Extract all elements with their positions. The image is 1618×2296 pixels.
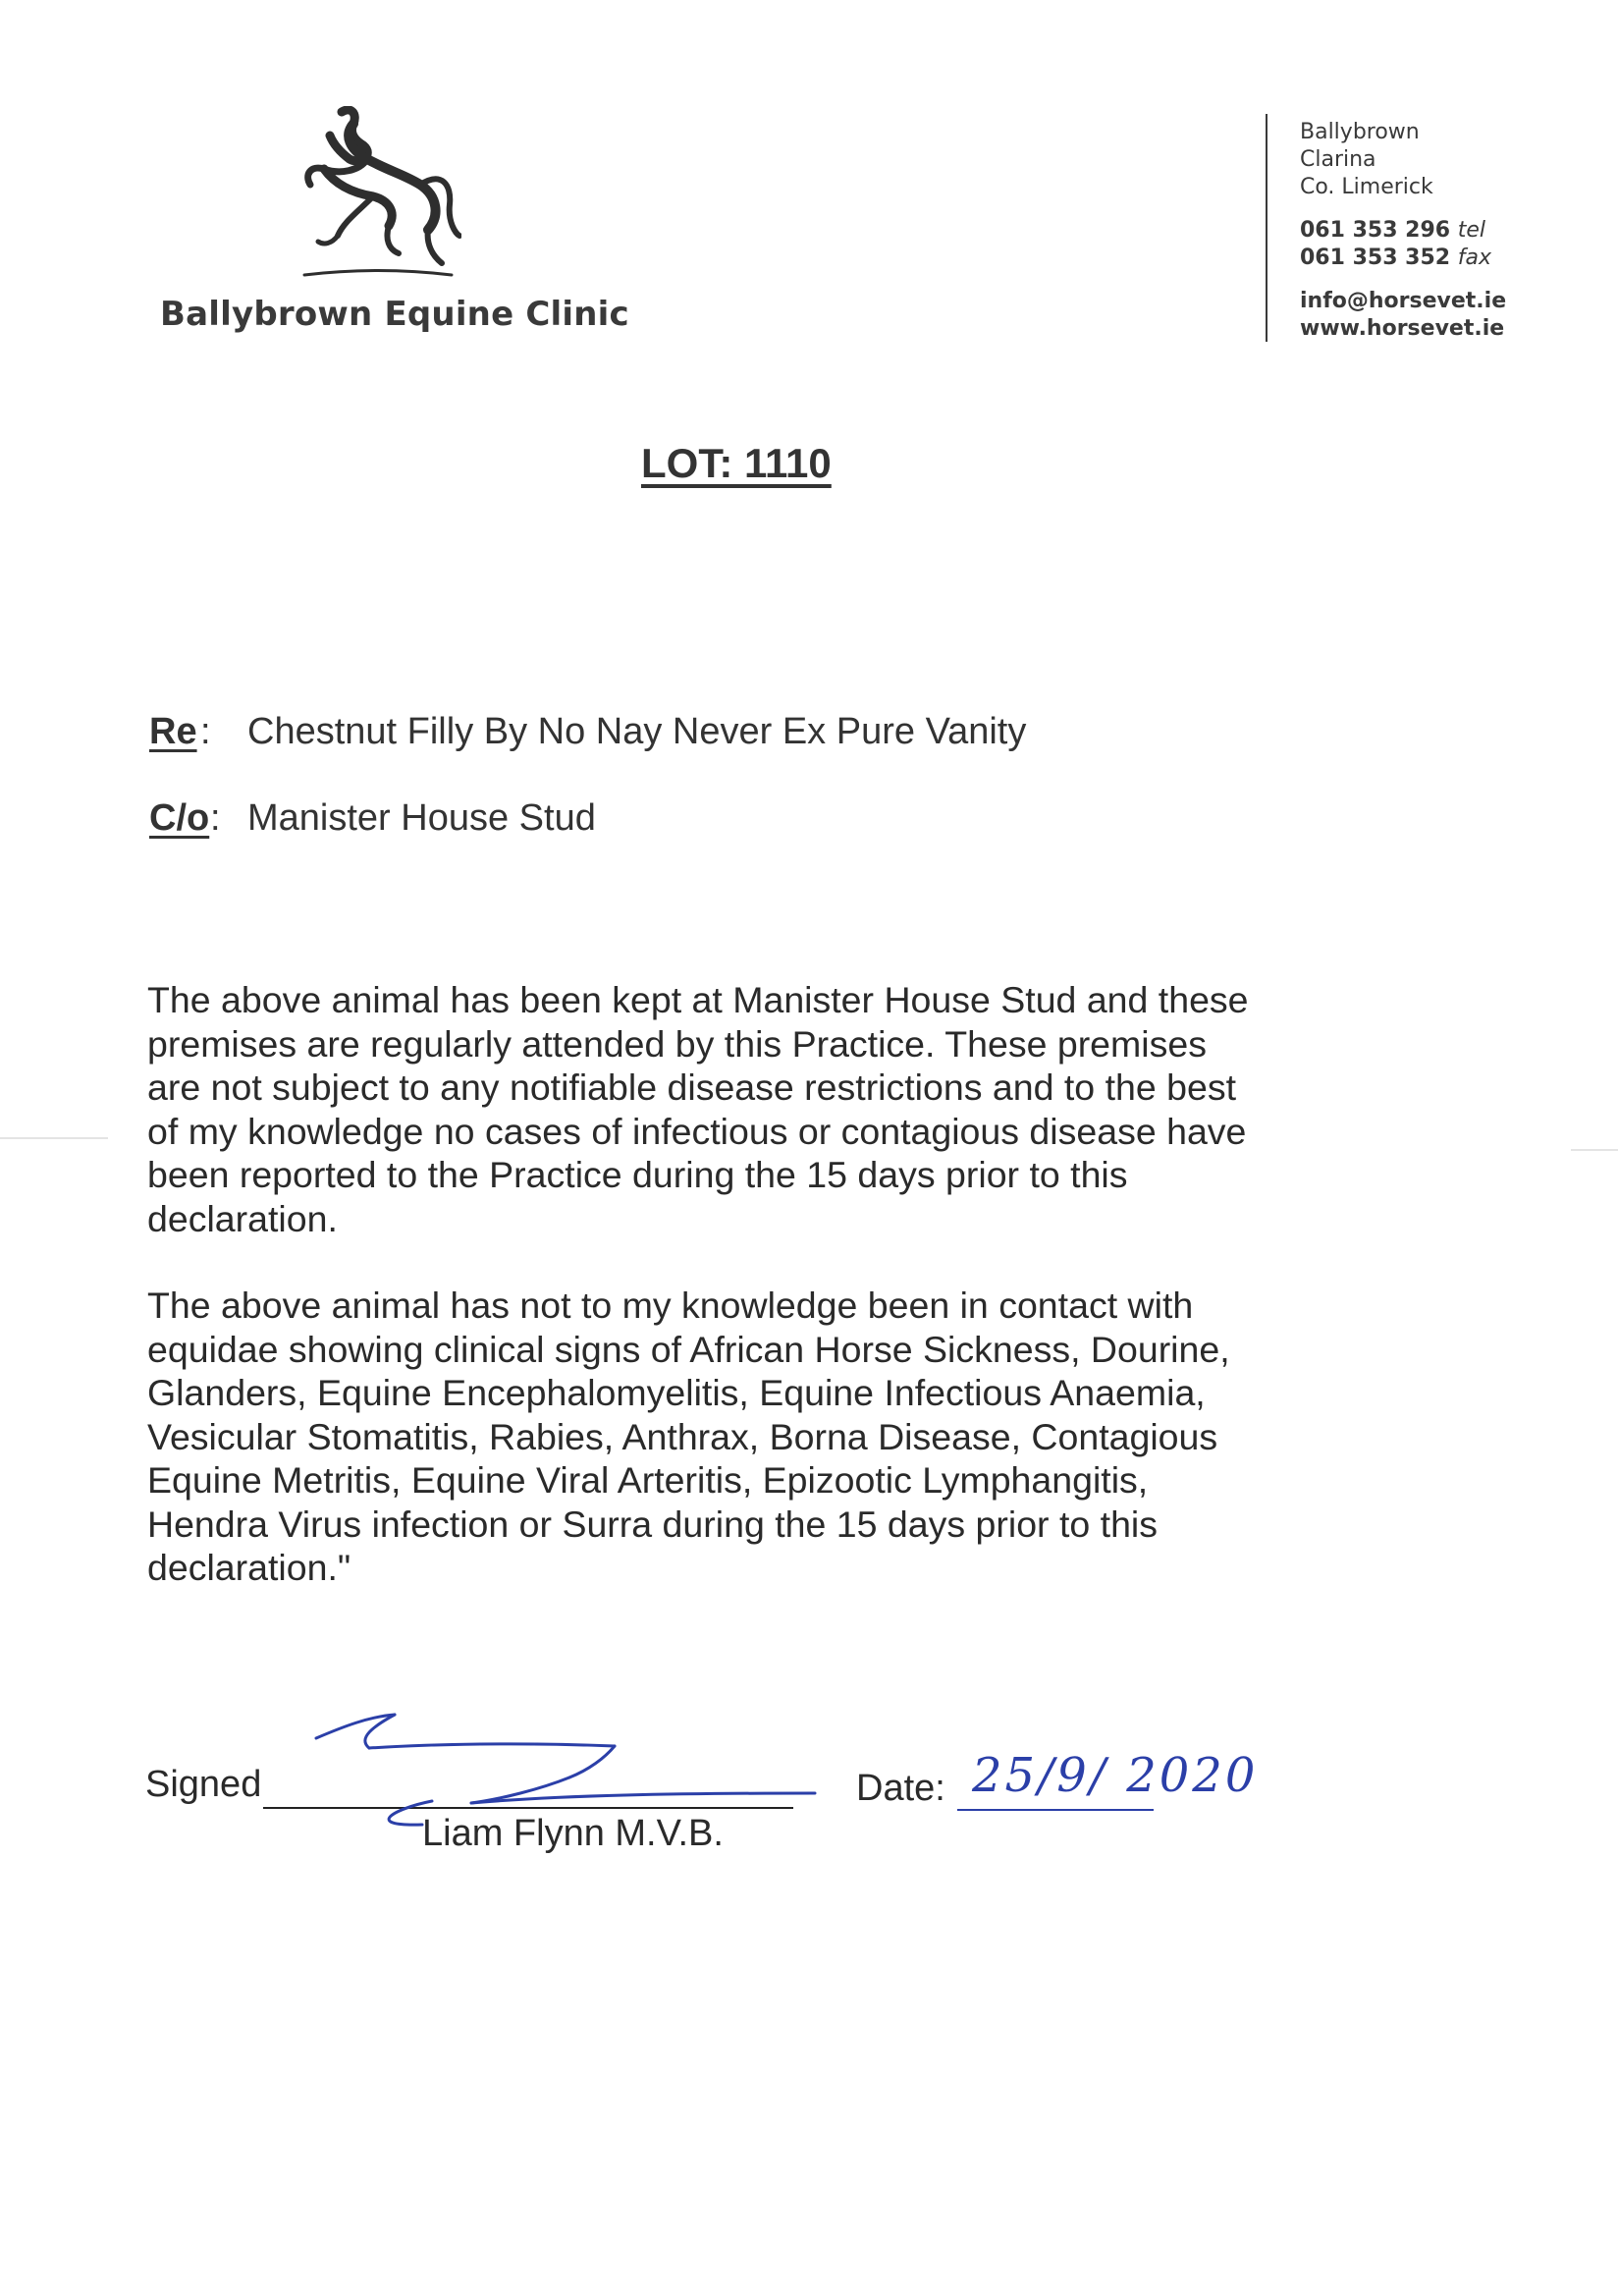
paragraph-1-line: of my knowledge no cases of infectious or contagious disease have — [147, 1110, 1247, 1152]
signed-label: Signed — [145, 1764, 262, 1805]
lot-heading: LOT: 1110 — [641, 440, 832, 486]
address-line-1: Ballybrown — [1300, 120, 1420, 144]
date-underline — [957, 1809, 1154, 1811]
telephone-suffix: tel — [1457, 218, 1486, 243]
handwritten-signature — [304, 1699, 835, 1866]
re-label: Re — [149, 711, 197, 752]
paragraph-2-line: Vesicular Stomatitis, Rabies, Anthrax, Borna Disease, Contagious — [147, 1415, 1218, 1457]
fax-number: 061 353 352 — [1300, 246, 1451, 270]
care-of-value: Manister House Stud — [247, 797, 596, 839]
declaration-paragraph-2 — [147, 1284, 1325, 1590]
paragraph-2-line: The above animal has not to my knowledge been in contact with — [147, 1285, 1194, 1326]
paragraph-1-line: been reported to the Practice during the 15 days prior to this — [147, 1154, 1128, 1195]
telephone-number: 061 353 296 — [1300, 218, 1451, 243]
date-label: Date: — [856, 1768, 945, 1809]
paragraph-2-line: Hendra Virus infection or Surra during the 15 days prior to this — [147, 1503, 1159, 1545]
telephone-line — [1300, 218, 1485, 243]
fax-line — [1300, 246, 1491, 270]
paragraph-2-line: Glanders, Equine Encephalomyelitis, Equine Infectious Anaemia, — [147, 1372, 1206, 1413]
paragraph-2-line: declaration." — [147, 1547, 351, 1588]
paragraph-1-line: premises are regularly attended by this Practice. These premises — [147, 1022, 1207, 1065]
care-of-label: C/o — [149, 797, 210, 839]
address-line-3: Co. Limerick — [1300, 175, 1433, 199]
declaration-paragraph-1 — [147, 978, 1325, 1240]
paragraph-2-line: Equine Metritis, Equine Viral Arteritis, Epizootic Lymphangitis, — [147, 1459, 1149, 1501]
fax-suffix: fax — [1457, 246, 1492, 270]
paragraph-1-line: declaration. — [147, 1197, 338, 1239]
email-address: info@horsevet.ie — [1300, 289, 1507, 313]
scan-mark — [0, 1137, 108, 1139]
re-colon: : — [200, 711, 211, 752]
re-value: Chestnut Filly By No Nay Never Ex Pure Vanity — [247, 711, 1027, 752]
horse-logo-icon — [295, 106, 461, 283]
paragraph-2-line: equidae showing clinical signs of African Horse Sickness, Dourine, — [147, 1328, 1230, 1370]
handwritten-date: 25/9/ 2020 — [972, 1748, 1259, 1803]
website-address: www.horsevet.ie — [1300, 316, 1505, 341]
paragraph-1-line: are not subject to any notifiable disease restrictions and to the best — [147, 1066, 1236, 1108]
contact-divider — [1266, 114, 1267, 342]
care-of-colon: : — [210, 797, 221, 839]
paragraph-1-line: The above animal has been kept at Manister House Stud and these — [147, 979, 1249, 1020]
clinic-name: Ballybrown Equine Clinic — [160, 295, 629, 334]
scan-mark — [1571, 1149, 1618, 1151]
address-line-2: Clarina — [1300, 147, 1376, 172]
signer-name: Liam Flynn M.V.B. — [422, 1813, 724, 1854]
